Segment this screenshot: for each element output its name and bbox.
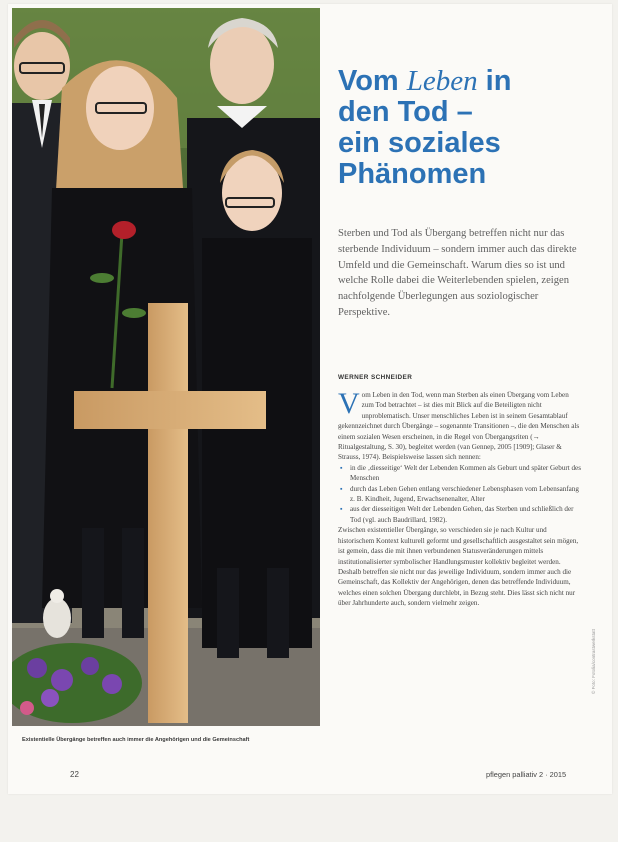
title-line-4: Phänomen	[338, 158, 487, 190]
title-line-2: den Tod –	[338, 96, 473, 128]
funeral-photo	[12, 8, 320, 726]
title-line-1: Vom Leben in	[338, 65, 512, 97]
body-paragraph-2: Zwischen existentieller Übergänge, so verschieden sie je nach Kultur und historischem Kontext kulturell geformt und gesellschaftlich ausgestaltet sein mögen, ist gemein, dass die mit ihnen verbundenen Statusveränderungen mittels institutionalisierter symbolischer Handlungsmuster kollektiv begleitet werden. Deshalb betreffen sie nicht nur das jeweilige Individuum, sondern immer auch die Gemeinschaft, das Kollektiv der Angehörigen, denen das betreffende Individuum, welches einen solchen Übergang durchlebt, in Bezug steht. Dies lässt sich nicht nur über Jahrhunderte auch, sondern vielmehr zeigen.	[338, 526, 579, 608]
journal-name: pflegen palliativ 2 · 2015	[486, 770, 567, 779]
page-number: 22	[70, 770, 79, 779]
photo-credit: © Foto: Fotolia/contrastwerkstatt	[591, 629, 596, 694]
photo-illustration	[12, 8, 320, 726]
article-body	[338, 387, 582, 609]
body-paragraph-1: Vom Leben in den Tod, wenn man Sterben als einen Übergang vom Leben zum Tod betrachtet – ist dies mit Blick auf die Beteiligten nicht unproblematisch. Unser menschliches Leben ist in seinem Gesamtablauf gekennzeichnet durch Übergänge – sogenannte Transitionen –, die den Menschen als einem sozialen Wesen erscheinen, in die Regel von Übergangsriten (→ Ritualgestaltung, S. 30), begleitet werden (van Gennep, 2005 [1909]; Glaser & Strauss, 1974). Beispielsweise lassen sich nennen:	[338, 387, 580, 462]
photo-caption: Existentielle Übergänge betreffen auch immer die Angehörigen und die Gemeinschaft	[22, 737, 250, 743]
title-line-3: ein soziales	[338, 127, 501, 159]
list-item: ▪ durch das Leben Gehen entlang verschiedener Lebensphasen vom Lebensanfang z. B. Kindheit, Jugend, Erwachsenenalter, Alter	[338, 484, 582, 505]
list-item: ▪ aus der diesseitigen Welt der Lebenden Gehen, das Sterben und schließlich der Tod (vgl. auch Baudrillard, 1982).	[338, 504, 582, 525]
lead-paragraph: Sterben und Tod als Übergang betreffen nicht nur das sterbende Individuum – sondern immer auch das direkte Umfeld und die Gemeinschaft. Warum dies so ist und welche Rolle dabei die Weiterlebenden spielen, zeigen nachfolgende Überlegungen aus soziologischer Perspektive.	[338, 228, 577, 318]
magazine-page	[8, 4, 612, 794]
author-name: WERNER SCHNEIDER	[338, 374, 413, 381]
drop-cap: V	[338, 387, 360, 420]
list-item: ▪ in die ‚diesseitige‘ Welt der Lebenden Kommen als Geburt und später Geburt des Menschen	[338, 463, 582, 484]
bullet-list	[338, 463, 582, 525]
article-title	[338, 66, 608, 190]
